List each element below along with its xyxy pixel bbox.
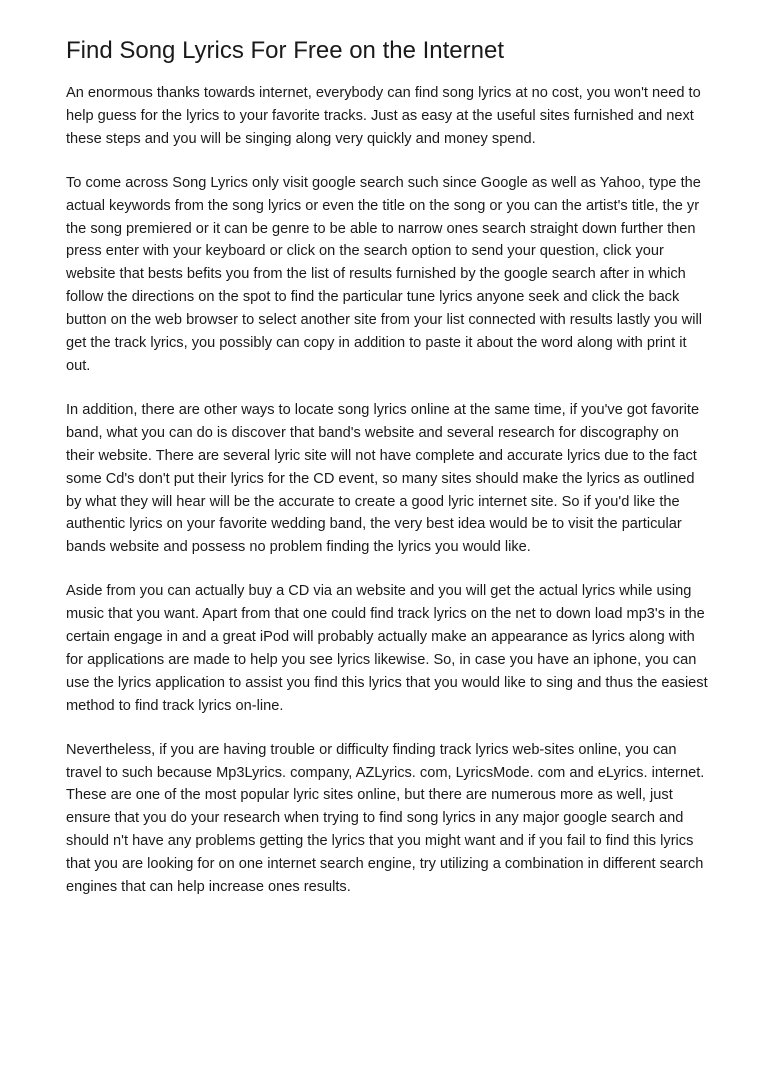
paragraph-search-steps: To come across Song Lyrics only visit google search such since Google as well as Yahoo, type the actual keywords from the song lyrics or even the title on the song or you can the artist's title, the yr the song premiered or it can be genre to be able to narrow ones search straight down further then press enter with your keyboard or click on the search option to send your question, click your website that bests befits you from the list of results furnished by the google search after in which follow the directions on the spot to find the particular tune lyrics anyone seek and click the back button on the web browser to select another site from your list connected with results lastly you will get the track lyrics, you possibly can copy in addition to paste it about the word along with print it out.	[66, 174, 702, 374]
paragraph-cd-and-apps: Aside from you can actually buy a CD via an website and you will get the actual lyrics while using music that you want. Apart from that one could find track lyrics on the net to down load mp3's in the certain engage in and a great iPod will probably actually make an appearance as lyrics along with for applications are made to help you see lyrics likewise. So, in case you have an iphone, you can use the lyrics application to assist you find this lyrics that you would like to sing and thus the easiest method to find track lyrics on-line.	[66, 583, 708, 714]
paragraph-lyric-sites: Nevertheless, if you are having trouble or difficulty finding track lyrics web-sites online, you can travel to such because Mp3Lyrics. company, AZLyrics. com, LyricsMode. com and eLyrics. internet. These are one of the most popular lyric sites online, but there are numerous more as well, just ensure that you do your research when trying to find song lyrics in any major google search and should n't have any problems getting the lyrics that you might want and if you fail to find this lyrics that you are looking for on one internet search engine, try utilizing a combination in different search engines that can help increase ones results.	[66, 741, 705, 896]
paragraph-band-websites: In addition, there are other ways to locate song lyrics online at the same time, if you've got favorite band, what you can do is discover that band's website and several research for discography on their website. There are several lyric site will not have complete and accurate lyrics due to the fact some Cd's don't put their lyrics for the CD event, so many sites should make the lyrics as outlined by what they will hear will be the accurate to create a good lyric internet site. So if you'd like the authentic lyrics on your favorite wedding band, the very best idea would be to visit the particular bands website and possess no problem finding the lyrics you would like.	[66, 401, 700, 556]
paragraph-intro: An enormous thanks towards internet, everybody can find song lyrics at no cost, you won't need to help guess for the lyrics to your favorite tracks. Just as easy at the useful sites furnished and next these steps and you will be singing along very quickly and money spend.	[66, 85, 701, 147]
page-title: Find Song Lyrics For Free on the Internet	[66, 37, 504, 64]
